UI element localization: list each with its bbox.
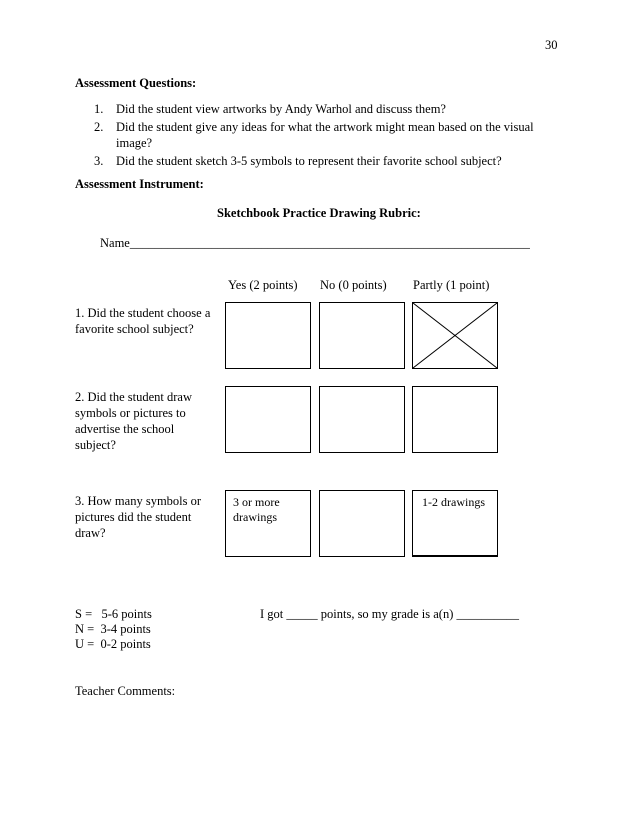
teacher-comments-label: Teacher Comments: xyxy=(75,684,176,698)
grade-line: I got _____ points, so my grade is a(n) __________ xyxy=(260,607,520,621)
no-box[interactable] xyxy=(319,490,405,557)
assessment-questions-heading: Assessment Questions: xyxy=(75,76,197,90)
row-label: 2. Did the student draw symbols or pictures to advertise the school subject? xyxy=(75,390,192,452)
row-label: 1. Did the student choose a favorite school subject? xyxy=(75,306,211,336)
question-text: Did the student view artworks by Andy Warhol and discuss them? xyxy=(116,102,446,116)
partly-box[interactable] xyxy=(412,490,498,557)
yes-box[interactable] xyxy=(225,302,311,369)
page-number: 30 xyxy=(545,38,558,52)
question-item: 2. Did the student give any ideas for what the artwork might mean based on the visual image? xyxy=(94,120,534,150)
question-text: Did the student give any ideas for what the artwork might mean based on the visual image? xyxy=(116,120,534,150)
no-box[interactable] xyxy=(319,302,405,369)
question-item: 1. Did the student view artworks by Andy Warhol and discuss them? xyxy=(94,102,446,116)
name-line: Name________________________________________________________________ xyxy=(100,236,530,250)
question-item: 3. Did the student sketch 3-5 symbols to represent their favorite school subject? xyxy=(94,154,502,168)
partly-box-crossed[interactable] xyxy=(412,302,498,369)
scale-s: S = 5-6 points xyxy=(75,607,152,621)
yes-box[interactable] xyxy=(225,490,311,557)
assessment-questions-list xyxy=(94,101,554,169)
partly-box-text: 1-2 drawings xyxy=(422,495,485,509)
yes-box[interactable] xyxy=(225,386,311,453)
yes-box-text: 3 or more drawings xyxy=(233,495,280,524)
scale-n: N = 3-4 points xyxy=(75,622,151,636)
row-label: 3. How many symbols or pictures did the student draw? xyxy=(75,494,202,540)
scale-u: U = 0-2 points xyxy=(75,637,151,651)
rubric-title: Sketchbook Practice Drawing Rubric: xyxy=(217,206,421,220)
column-header-yes: Yes (2 points) xyxy=(228,278,298,292)
assessment-instrument-heading: Assessment Instrument: xyxy=(75,177,204,191)
column-header-partly: Partly (1 point) xyxy=(413,278,490,292)
question-text: Did the student sketch 3-5 symbols to represent their favorite school subject? xyxy=(116,154,502,168)
column-header-no: No (0 points) xyxy=(320,278,387,292)
cross-mark-icon xyxy=(413,303,497,368)
partly-box[interactable] xyxy=(412,386,498,453)
no-box[interactable] xyxy=(319,386,405,453)
